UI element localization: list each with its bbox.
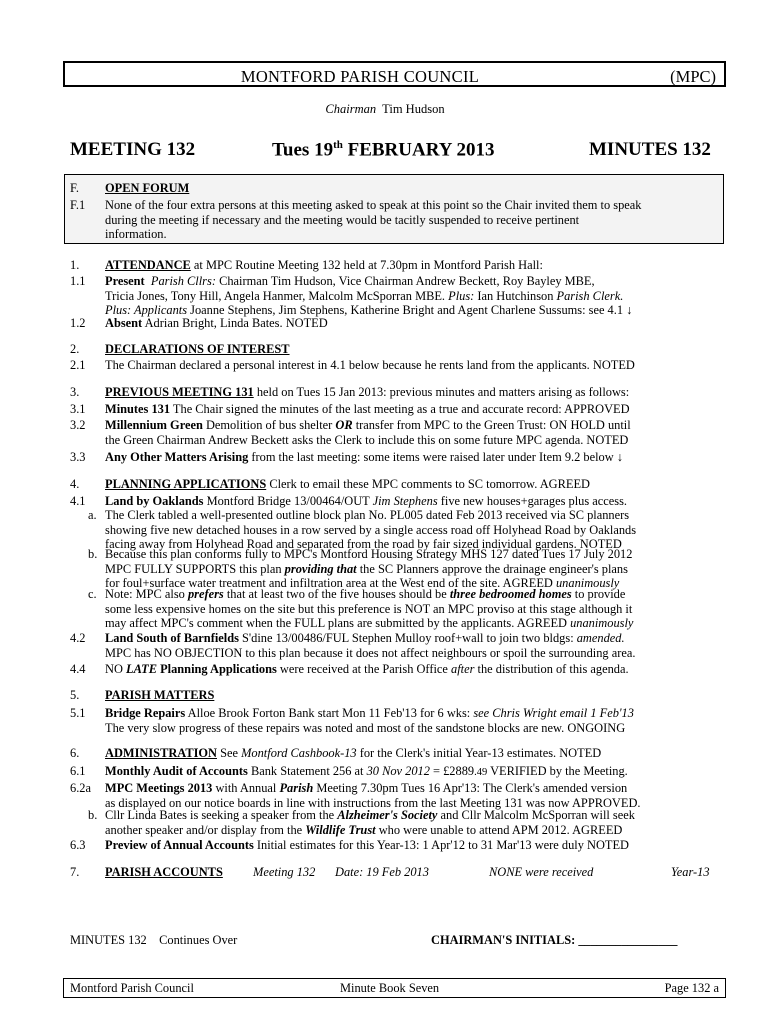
monthly-audit-text: Monthly Audit of Accounts Bank Statement 256 at 30 Nov 2012 = £2889.49 VERIFIED by the Meeting. bbox=[105, 764, 628, 778]
sub-item-letter: b. bbox=[88, 547, 98, 561]
section-number: 7. bbox=[70, 865, 80, 879]
section-title: OPEN FORUM bbox=[105, 181, 190, 195]
item-number: 6.2a bbox=[70, 781, 91, 795]
barnfields-text: Land South of Barnfields S'dine 13/00486/FUL Stephen Mulloy roof+wall to join two bldgs: amended. MPC has NO OBJECTION to this plan because it does not affect neighbours or spoil the surrounding area. bbox=[105, 631, 636, 660]
item-4-1-a-text: The Clerk tabled a well-presented outline block plan No. PL005 dated Feb 2013 received via SC planners showing five new detached houses in a row served by a single access road off Holyhead Road by Oaklands facing away from Holyhead Road and separated from the road by fair sized individual gardens. NOTED bbox=[105, 508, 637, 551]
present-text: Present Parish Cllrs: Chairman Tim Hudson, Vice Chairman Andrew Beckett, Roy Bayley MBE, Tricia Jones, Tony Hill, Angela Hanmer, Malcolm McSporran MBE. Plus: Ian Hutchinson Parish Clerk. Plus: Applicants Joanne Stephens, Jim Stephens, Katherine Bright and Agent Charlene Sussums: see 4.1 ↓ bbox=[105, 274, 633, 317]
item-number: 3.1 bbox=[70, 402, 86, 416]
chairman-initials: CHAIRMAN'S INITIALS: ________________ bbox=[431, 933, 678, 947]
footer-book: Minute Book Seven bbox=[340, 981, 440, 995]
item-number: 1.1 bbox=[70, 274, 86, 288]
item-4-1-b-text: Because this plan conforms fully to MPC's Montford Housing Strategy MHS 127 dated Tues 17 July 2012 MPC FULLY SUPPORTS this plan providing that the SC Planners approve the drainage engineer's plans for foul+surface water treatment and infiltration area at the West end of the site. AGREED unanimously bbox=[105, 547, 633, 590]
section-number: 1. bbox=[70, 258, 80, 272]
sub-item-letter: c. bbox=[88, 587, 97, 601]
item-number: 4.2 bbox=[70, 631, 86, 645]
item-number: 2.1 bbox=[70, 358, 86, 372]
minutes-131-text: Minutes 131 The Chair signed the minutes of the last meeting as a true and accurate record: APPROVED bbox=[105, 402, 630, 416]
attendance-heading: ATTENDANCE at MPC Routine Meeting 132 held at 7.30pm in Montford Parish Hall: bbox=[105, 258, 543, 272]
item-number: 4.4 bbox=[70, 662, 86, 676]
sub-item-letter: b. bbox=[88, 808, 98, 822]
parish-accounts-title: PARISH ACCOUNTS bbox=[105, 865, 223, 879]
item-number: 3.2 bbox=[70, 418, 86, 432]
accounts-meeting: Meeting 132 bbox=[253, 865, 316, 879]
item-number: F.1 bbox=[70, 198, 86, 212]
item-number: 4.1 bbox=[70, 494, 86, 508]
section-title: PARISH MATTERS bbox=[105, 688, 215, 702]
millennium-green-text: Millennium Green Demolition of bus shelter OR transfer from MPC to the Green Trust: ON HOLD until the Green Chairman Andrew Beckett asks the Clerk to include this on some future MPC agenda. NOTED bbox=[105, 418, 631, 447]
previous-meeting-heading: PREVIOUS MEETING 131 held on Tues 15 Jan 2013: previous minutes and matters arising as follows: bbox=[105, 385, 630, 399]
section-number: 4. bbox=[70, 477, 80, 491]
accounts-status: NONE were received bbox=[489, 865, 594, 879]
accounts-year: Year-13 bbox=[671, 865, 710, 879]
accounts-date: Date: 19 Feb 2013 bbox=[335, 865, 429, 879]
footer-council: Montford Parish Council bbox=[70, 981, 194, 995]
late-applications-text: NO LATE Planning Applications were received at the Parish Office after the distribution of this agenda. bbox=[105, 662, 629, 676]
administration-heading: ADMINISTRATION See Montford Cashbook-13 for the Clerk's initial Year-13 estimates. NOTED bbox=[105, 746, 602, 760]
meeting-date: Tues 19th FEBRUARY 2013 bbox=[272, 139, 495, 161]
item-number: 5.1 bbox=[70, 706, 86, 720]
declaration-text: The Chairman declared a personal interest in 4.1 below because he rents land from the applicants. NOTED bbox=[105, 358, 635, 372]
section-number: 5. bbox=[70, 688, 80, 702]
item-number: 6.1 bbox=[70, 764, 86, 778]
item-6-2-b-text: Cllr Linda Bates is seeking a speaker from the Alzheimer's Society and Cllr Malcolm McSporran will seek another speaker and/or display from the Wildlife Trust who were unable to attend APM 2012. AGREED bbox=[105, 808, 635, 837]
council-title: MONTFORD PARISH COUNCIL bbox=[240, 67, 480, 86]
section-number: 3. bbox=[70, 385, 80, 399]
mpc-meetings-text: MPC Meetings 2013 with Annual Parish Meeting 7.30pm Tues 16 Apr'13: The Clerk's amended version as displayed on our notice boards in line with instructions from the last Meeting 131 was now APPROVED. bbox=[105, 781, 641, 810]
absent-text: Absent Adrian Bright, Linda Bates. NOTED bbox=[105, 316, 328, 330]
continues-over: MINUTES 132 Continues Over bbox=[70, 933, 238, 947]
item-number: 6.3 bbox=[70, 838, 86, 852]
item-number: 1.2 bbox=[70, 316, 86, 330]
chairman-line: Chairman Tim Hudson bbox=[325, 102, 445, 116]
land-by-oaklands-text: Land by Oaklands Montford Bridge 13/00464/OUT Jim Stephens five new houses+garages plus access. bbox=[105, 494, 628, 508]
footer-page: Page 132 a bbox=[664, 981, 719, 995]
forum-text: None of the four extra persons at this meeting asked to speak at this point so the Chair invited them to speak during the meeting if necessary and the meeting would be tacitly suspended to receive pertinent information. bbox=[105, 198, 642, 241]
section-number: 2. bbox=[70, 342, 80, 356]
item-number: 3.3 bbox=[70, 450, 86, 464]
header-box bbox=[63, 61, 726, 87]
section-number: F. bbox=[70, 181, 79, 195]
council-abbr: (MPC) bbox=[670, 67, 716, 86]
sub-item-letter: a. bbox=[88, 508, 97, 522]
section-title: DECLARATIONS OF INTEREST bbox=[105, 342, 290, 356]
other-matters-text: Any Other Matters Arising from the last meeting: some items were raised later under Item 9.2 below ↓ bbox=[105, 450, 623, 464]
minutes-number: MINUTES 132 bbox=[589, 139, 711, 160]
preview-accounts-text: Preview of Annual Accounts Initial estimates for this Year-13: 1 Apr'12 to 31 Mar'13 were duly NOTED bbox=[105, 838, 629, 852]
bridge-repairs-text: Bridge Repairs Alloe Brook Forton Bank start Mon 11 Feb'13 for 6 wks: see Chris Wright email 1 Feb'13 The very slow progress of these repairs was noted and most of the sandstone blocks are new. ONGOING bbox=[105, 706, 634, 735]
section-number: 6. bbox=[70, 746, 80, 760]
footer bbox=[63, 978, 726, 998]
item-4-1-c-text: Note: MPC also prefers that at least two of the five houses should be three bedroomed homes to provide some less expensive homes on the site but this preference is NOT an MPC proviso at this stage although it may affect MPC's comment when the FULL plans are submitted by the applicants. AGREED unanimously bbox=[105, 587, 634, 630]
meeting-number: MEETING 132 bbox=[70, 139, 196, 160]
planning-heading: PLANNING APPLICATIONS Clerk to email these MPC comments to SC tomorrow. AGREED bbox=[105, 477, 590, 491]
